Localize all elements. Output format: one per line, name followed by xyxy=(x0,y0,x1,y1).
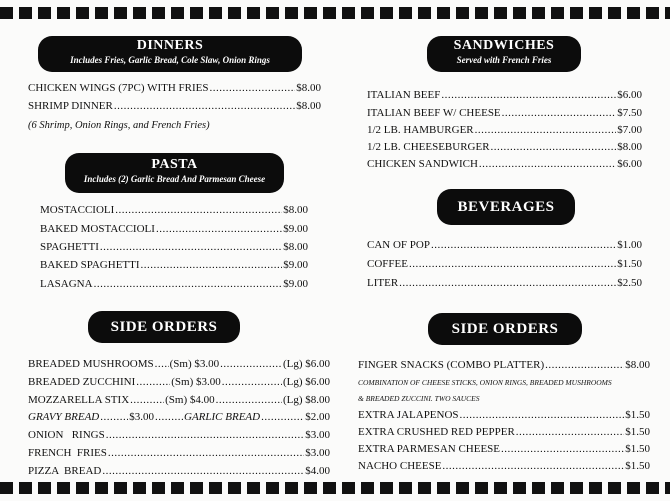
menu-item: NACHO CHEESE ..... $1.50 xyxy=(358,459,650,473)
menu-item: GRAVY BREAD ..... $3.00 ..... GARLIC BREAD ..... $2.00 xyxy=(28,410,330,424)
dinners-banner xyxy=(38,36,302,72)
beverages-title: BEVERAGES xyxy=(457,199,555,215)
combo-note-line-2: & BREADED ZUCCINI. TWO SAUCES xyxy=(358,394,480,403)
menu-item: LASAGNA ..... $9.00 xyxy=(40,277,308,291)
menu-item: MOSTACCIOLI ..... $8.00 xyxy=(40,203,308,217)
menu-item: EXTRA CRUSHED RED PEPPER ..... $1.50 xyxy=(358,425,650,439)
menu-item: EXTRA PARMESAN CHEESE ..... $1.50 xyxy=(358,442,650,456)
sandwiches-banner xyxy=(427,36,581,72)
menu-item: PIZZA BREAD ..... $4.00 xyxy=(28,464,330,478)
bottom-border xyxy=(0,482,670,496)
menu-item: BAKED SPAGHETTI ..... $9.00 xyxy=(40,258,308,272)
dinners-title: DINNERS xyxy=(136,38,204,53)
sandwiches-title: SANDWICHES xyxy=(453,38,555,53)
side-orders-right-title: SIDE ORDERS xyxy=(451,321,559,337)
menu-item: CHICKEN WINGS (7PC) WITH FRIES ..... $8.00 xyxy=(28,81,321,95)
top-border xyxy=(0,7,670,21)
menu-item: BAKED MOSTACCIOLI ..... $9.00 xyxy=(40,222,308,236)
combo-note-line-1: COMBINATION OF CHEESE STICKS, ONION RINGS, BREADED MUSHROOMS xyxy=(358,378,612,387)
menu-item: CHICKEN SANDWICH ..... $6.00 xyxy=(367,157,642,171)
menu-item: LITER ..... $2.50 xyxy=(367,276,642,290)
side-orders-left-title: SIDE ORDERS xyxy=(110,319,218,335)
menu-item: CAN OF POP ..... $1.00 xyxy=(367,238,642,252)
menu-item: FINGER SNACKS (COMBO PLATTER) ..... $8.00 xyxy=(358,358,650,372)
pasta-title: PASTA xyxy=(151,157,198,172)
menu-item: 1/2 LB. HAMBURGER ..... $7.00 xyxy=(367,123,642,137)
menu-item: 1/2 LB. CHEESEBURGER ..... $8.00 xyxy=(367,140,642,154)
sandwiches-subtitle: Served with French Fries xyxy=(456,55,552,65)
menu-item: SHRIMP DINNER ..... $8.00 xyxy=(28,99,321,113)
pasta-banner xyxy=(65,153,284,193)
menu-item: BREADED MUSHROOMS ..... (Sm) $3.00 ..... (Lg) $6.00 xyxy=(28,357,330,371)
menu-item: BREADED ZUCCHINI ..... (Sm) $3.00 ..... (Lg) $6.00 xyxy=(28,375,330,389)
side-orders-right-banner xyxy=(428,313,582,345)
beverages-banner xyxy=(437,189,575,225)
menu-item: ITALIAN BEEF ..... $6.00 xyxy=(367,88,642,102)
menu-item: COFFEE ..... $1.50 xyxy=(367,257,642,271)
side-orders-left-banner xyxy=(88,311,240,343)
menu-item: ITALIAN BEEF W/ CHEESE ..... $7.50 xyxy=(367,106,642,120)
menu-item: MOZZARELLA STIX ..... (Sm) $4.00 ..... (Lg) $8.00 xyxy=(28,393,330,407)
dinners-subtitle: Includes Fries, Garlic Bread, Cole Slaw, Onion Rings xyxy=(70,55,270,65)
menu-item: EXTRA JALAPENOS ..... $1.50 xyxy=(358,408,650,422)
dinners-note: (6 Shrimp, Onion Rings, and French Fries) xyxy=(28,120,210,131)
menu-item: ONION RINGS ..... $3.00 xyxy=(28,428,330,442)
menu-item: FRENCH FRIES ..... $3.00 xyxy=(28,446,330,460)
menu-item: SPAGHETTI ..... $8.00 xyxy=(40,240,308,254)
pasta-subtitle: Includes (2) Garlic Bread And Parmesan Cheese xyxy=(83,174,266,184)
